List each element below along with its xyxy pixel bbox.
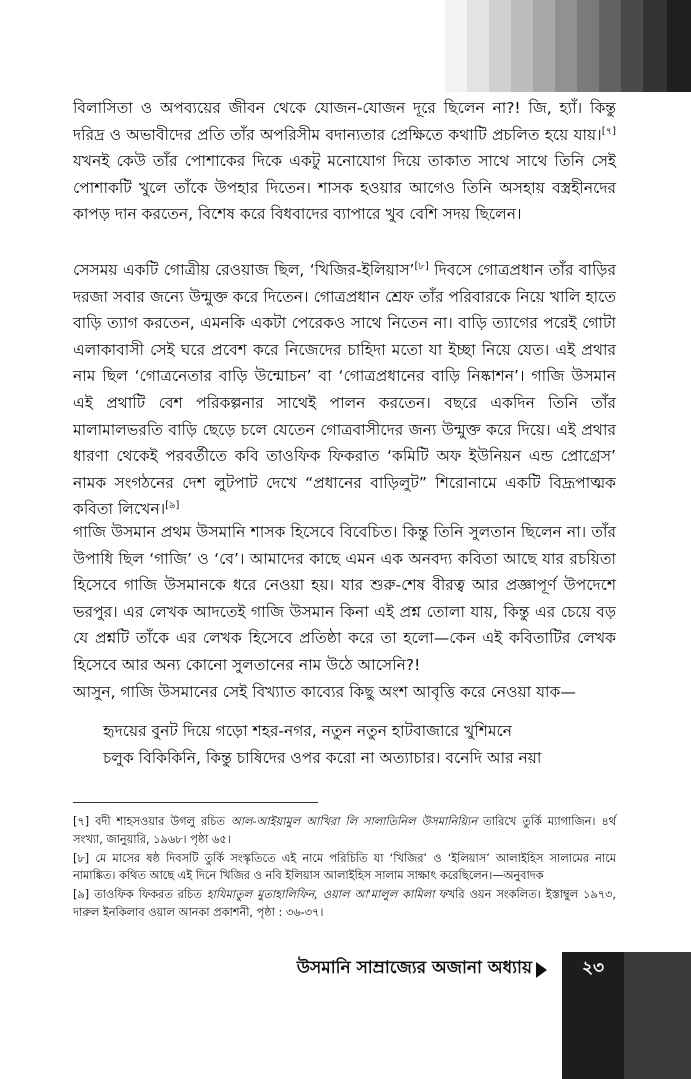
gradient-block	[577, 0, 599, 92]
gradient-block	[643, 0, 667, 92]
header-gradient-strip	[0, 0, 691, 92]
footnote-8	[73, 850, 616, 886]
footnote-text: তারিখে তুর্কি ম্যাগাজিন। ৪র্থ সংখ্যা, জানুয়ারি, ১৯৬৮। পৃষ্ঠা ৬৫।	[73, 815, 617, 846]
gradient-block	[489, 0, 511, 92]
footnote-text: বদী শাহসওয়ার উগলু রচিত	[89, 815, 231, 828]
triangle-arrow-icon	[536, 962, 547, 978]
body-paragraph-4	[73, 679, 616, 706]
footnote-reference[interactable]: [৮]	[414, 260, 429, 272]
page-number: ২৩	[581, 958, 605, 978]
footnote-divider	[73, 802, 318, 803]
paragraph-text: আসুন, গাজি উসমানের সেই বিখ্যাত কাব্যের কিছু অংশ আবৃত্তি করে নেওয়া যাক—	[73, 683, 576, 701]
paragraph-text: বিলাসিতা ও অপব্যয়ের জীবন থেকে যোজন-যোজন দূরে ছিলেন না?! জি, হ্যাঁ। কিন্তু দরিদ্র ও অভাবীদের প্রতি তাঁর অপরিসীম বদান্যতার প্রেক্ষিতে কথাটি প্রচলিত হয়ে যায়।	[73, 99, 616, 144]
footnote-9	[73, 886, 616, 922]
poem-block	[103, 718, 616, 771]
body-paragraph-3	[73, 519, 616, 679]
footnote-source-title: আল-আইয়ামুল আখিরা লি সালাতিনিল উসমানিয়্যিন	[230, 815, 478, 828]
footnote-number: [৮]	[73, 851, 90, 865]
poem-line: হৃদয়ের বুনট দিয়ে গড়ো শহর-নগর, নতুন নতুন হাটবাজারে খুশিমনে	[103, 722, 512, 740]
footnote-text: ফখরি ওয়ন সংকলিত। ইস্তাম্বুল ১৯৭৩, দারুল ইনকিলাব ওয়াল আনকা প্রকাশনী, পৃষ্ঠা : ৩৬-৩৭।	[73, 888, 616, 919]
footnotes-section	[73, 813, 616, 923]
paragraph-text: যখনই কেউ তাঁর পোশাকের দিকে একটু মনোযোগ দিয়ে তাকাত সাথে সাথে তিনি সেই পোশাকটি খুলে তাঁকে উপহার দিতেন। শাসক হওয়ার আগেও তিনি অসহায় বস্ত্রহীনদের কাপড় দান করতেন, বিশেষ করে বিধবাদের ব্যাপারে খুব বেশি সদয় ছিলেন।	[73, 152, 616, 224]
gradient-block	[533, 0, 555, 92]
gradient-block	[599, 0, 621, 92]
body-paragraph-2	[73, 257, 616, 523]
footnote-7	[73, 813, 616, 849]
gradient-block	[667, 0, 691, 92]
gradient-block	[467, 0, 489, 92]
paragraph-text: গাজি উসমান প্রথম উসমানি শাসক হিসেবে বিবেচিত। কিন্তু তিনি সুলতান ছিলেন না। তাঁর উপাধি ছিল ‘গাজি’ ও ‘বে’। আমাদের কাছে এমন এক অনবদ্য কবিতা আছে যার রচয়িতা হিসেবে গাজি উসমানকে ধরে নেওয়া হয়। যার শুরু-শেষ বীরত্ব আর প্রজ্ঞাপূর্ণ উপদেশে ভরপুর। এর লেখক আদতেই গাজি উসমান কিনা এই প্রশ্ন তোলা যায়, কিন্তু এর চেয়ে বড় যে প্রশ্নটি তাঁকে এর লেখক হিসেবে প্রতিষ্ঠা করে তা হলো—কেন এই কবিতাটির লেখক হিসেবে আর অন্য কোনো সুলতানের নাম উঠে আসেনি?!	[73, 523, 616, 674]
paragraph-text: সেসময় একটি গোত্রীয় রেওয়াজ ছিল, ‘খিজির-ইলিয়াস’	[73, 261, 415, 279]
gradient-block	[511, 0, 533, 92]
paragraph-text: দিবসে গোত্রপ্রধান তাঁর বাড়ির দরজা সবার জন্যে উন্মুক্ত করে দিতেন। গোত্রপ্রধান শ্রেফ তাঁর পরিবারকে নিয়ে খালি হাতে বাড়ি ত্যাগ করতেন, এমনকি একটা পেরেকও সাথে নিতেন না। বাড়ি ত্যাগের পরেই গোটা এলাকাবাসী সেই ঘরে প্রবেশ করে নিজেদের চাহিদা মতো যা ইচ্ছা নিয়ে যেত। এই প্রথার নাম ছিল ‘গোত্রনেতার বাড়ি উন্মোচন’ বা ‘গোত্রপ্রধানের বাড়ি নিষ্কাশন’। গাজি উসমান এই প্রথাটি বেশ পরিকল্পনার সাথেই পালন করতেন। বছরে একদিন তিনি তাঁর মালামালভরতি বাড়ি ছেড়ে চলে যেতেন গোত্রবাসীদের জন্য উন্মুক্ত করে দিয়ে। এই প্রথার ধারণা থেকেই পরবর্তীতে কবি তাওফিক ফিকরাত ‘কমিটি অফ ইউনিয়ন এন্ড প্রোগ্রেস’ নামক সংগঠনের দেশ লুটপাট দেখে “প্রধানের বাড়িলুট” শিরোনামে একটি বিদ্রূপাত্মক কবিতা লিখেন।	[73, 261, 617, 519]
body-paragraph-1	[73, 95, 616, 228]
footnote-text: তাওফিক ফিকরত রচিত	[89, 888, 207, 902]
gradient-block	[555, 0, 577, 92]
running-book-title: উসমানি সাম্রাজ্যের অজানা অধ্যায়	[296, 958, 532, 978]
footnote-source-title: হাযিমাতুল মুতাহালিফিন, ওয়াল আ'মালুল কামিলা	[206, 888, 435, 902]
gradient-block	[445, 0, 467, 92]
gradient-block	[621, 0, 643, 92]
footnote-text: মে মাসের ষষ্ঠ দিবসটি তুর্কি সংস্কৃতিতে এই নামে পরিচিতি যা ‘খিজির’ ও ‘ইলিয়াস’ আলাইহিস সালামের নামে নামাঙ্কিত। কথিত আছে এই দিনে খিজির ও নবি ইলিয়াস আলাইহিস সালাম সাক্ষাৎ করেছিলেন।—অনুবাদক	[73, 851, 616, 883]
footnote-reference[interactable]: [৭]	[601, 125, 616, 137]
footnote-number: [৯]	[73, 888, 90, 902]
poem-line: চলুক বিকিকিনি, কিন্তু চাষিদের ওপর করো না অত্যাচার। বনেদি আর নয়া	[103, 748, 542, 767]
footnote-number: [৭]	[73, 815, 90, 828]
footnote-reference[interactable]: [৯]	[165, 500, 180, 512]
